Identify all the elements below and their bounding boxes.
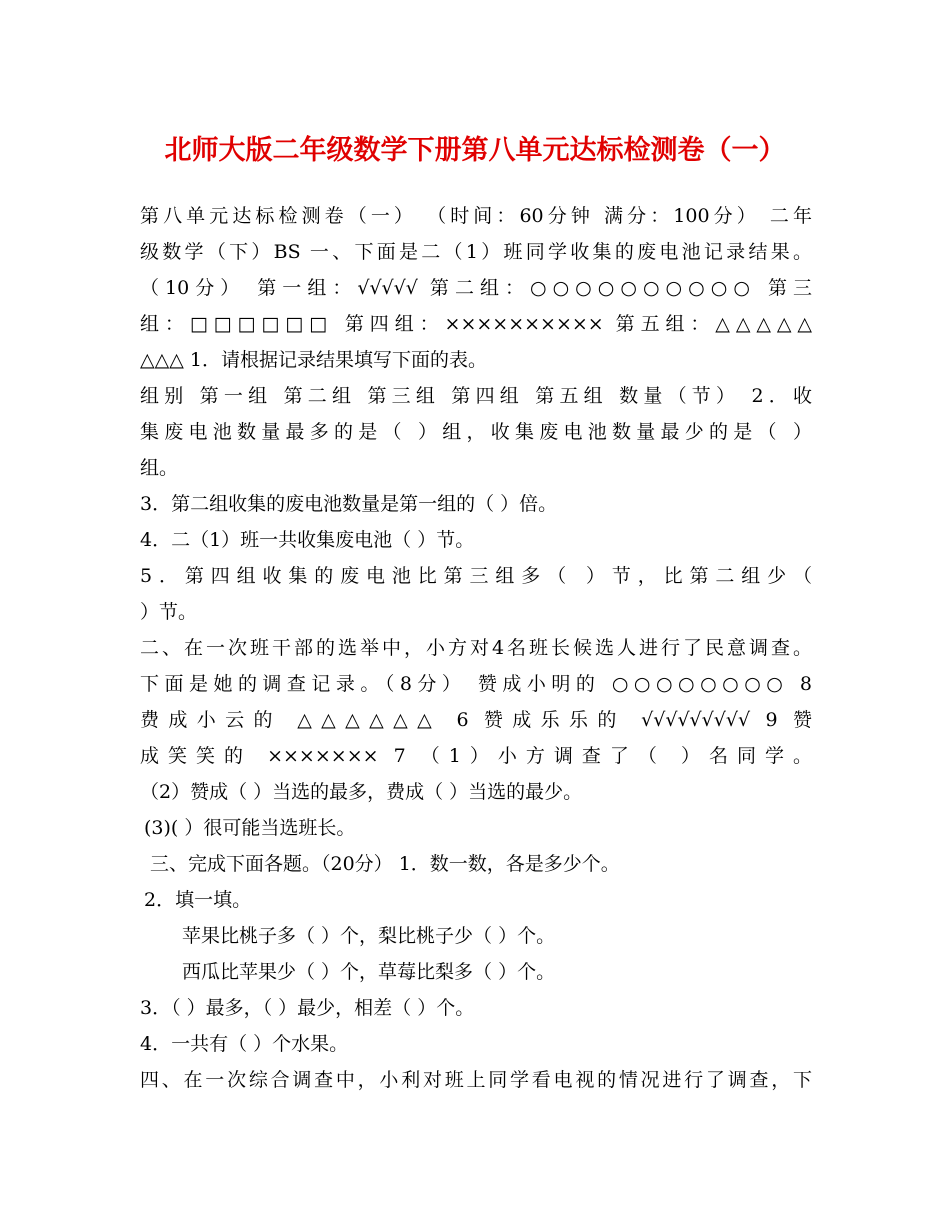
text-line: 费成小云的 △△△△△△ 6 赞成乐乐的 √√√√√√√√√ 9 赞 [140, 709, 812, 731]
text-line: 成笑笑的 ××××××× 7 （1）小方调查了（ ）名同学。 [140, 745, 812, 767]
text-line: 5．第四组收集的废电池比第三组多（ ）节，比第二组少（ [140, 565, 812, 587]
text-line: （2）赞成（ ）当选的最多，费成（ ）当选的最少。 [140, 781, 583, 803]
text-line: 4．一共有（ ）个水果。 [140, 1033, 349, 1055]
text-line: 组：□□□□□□ 第四组：×××××××××× 第五组：△△△△△ [140, 313, 812, 335]
text-line: 苹果比桃子多（ ）个，梨比桃子少（ ）个。 [182, 925, 556, 947]
text-line: （10分） 第一组：√√√√√ 第二组：○○○○○○○○○○ 第三 [140, 277, 812, 299]
text-line: 组别 第一组 第二组 第三组 第四组 第五组 数量（节） 2．收 [140, 385, 812, 407]
text-line: 3．（ ）最多，（ ）最少，相差（ ）个。 [140, 997, 475, 1019]
text-line: 四、在一次综合调查中，小利对班上同学看电视的情况进行了调查，下 [140, 1069, 812, 1091]
text-line: △△△ 1．请根据记录结果填写下面的表。 [140, 349, 487, 371]
text-line: 组。 [140, 457, 179, 479]
text-line: 级数学（下）BS 一、下面是二（1）班同学收集的废电池记录结果。 [140, 241, 812, 263]
exam-body [140, 198, 812, 1098]
text-line: 第八单元达标检测卷（一） （时间：60分钟 满分：100分） 二年 [140, 205, 812, 227]
text-line: 二、在一次班干部的选举中，小方对4名班长候选人进行了民意调查。 [140, 637, 812, 659]
text-line: ）节。 [140, 601, 198, 623]
text-line: 集废电池数量最多的是（ ）组，收集废电池数量最少的是（ ） [140, 421, 812, 443]
text-line: 三、完成下面各题。（20分） 1．数一数，各是多少个。 [150, 853, 620, 875]
text-line: 3．第二组收集的废电池数量是第一组的（ ）倍。 [140, 493, 558, 515]
text-line: 下面是她的调查记录。（8分） 赞成小明的 ○○○○○○○○ 8 [140, 673, 812, 695]
text-line: 4．二（1）班一共收集废电池（ ）节。 [140, 529, 475, 551]
text-line: 西瓜比苹果少（ ）个，草莓比梨多（ ）个。 [182, 961, 556, 983]
page-title: 北师大版二年级数学下册第八单元达标检测卷（一） [164, 135, 786, 166]
text-line: 2．填一填。 [144, 889, 252, 911]
text-line: (3)( ）很可能当选班长。 [144, 817, 356, 839]
